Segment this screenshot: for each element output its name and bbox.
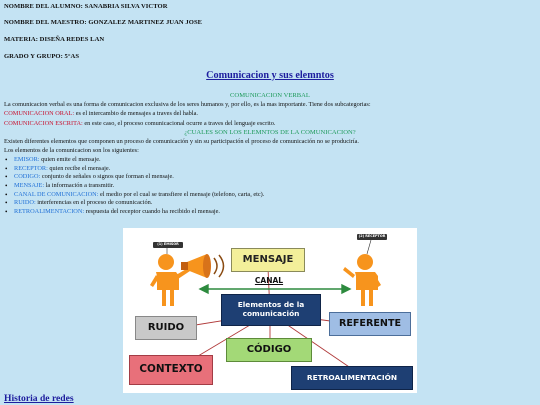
item-text: respuesta del receptor cuando ha recibido el mensaje. xyxy=(84,208,221,216)
subject: MATERIA: DISEÑA REDES LAN xyxy=(4,36,105,43)
elements-intro: Existen diferentes elementos que componen un proceso de comunicación y sin su participación el proceso de comunicación no se produciría. xyxy=(4,138,359,145)
center-line-1: Elementos de la xyxy=(237,300,305,310)
elements-list-intro: Los elementos de la comunicacion son los siguientes: xyxy=(4,147,139,154)
teacher-name: NOMBRE DEL MAESTRO: GONZALEZ MARTINEZ JUAN JOSE xyxy=(4,19,203,26)
contexto-box: CONTEXTO xyxy=(129,355,213,385)
codigo-box: CÓDIGO xyxy=(226,338,312,362)
written-label: COMUNICACION ESCRITA: xyxy=(4,120,83,127)
center-box xyxy=(221,294,321,326)
list-item xyxy=(4,165,264,174)
mensaje-box: MENSAJE xyxy=(231,248,305,272)
oral-text: es el intercambio de mensajes a traves del habla. xyxy=(74,110,198,117)
center-line-2: comunicación xyxy=(242,309,300,318)
verbal-intro: La comunicacion verbal es una forma de comunicacion exclusiva de los seres humanos y, por ello, es la mas importante. Tiene dos subcategorias: xyxy=(4,101,371,108)
historia-redes-link[interactable]: Historia de redes xyxy=(4,393,74,404)
list-item xyxy=(4,199,264,208)
item-text: quien emite el mensaje. xyxy=(39,156,101,163)
item-label: CODIGO: xyxy=(14,173,41,181)
item-label: RETROALIMENTACION: xyxy=(14,208,85,216)
list-item xyxy=(4,156,264,165)
item-text: quien recibe el mensaje. xyxy=(47,164,111,172)
item-text: conjunto de señales o signos que forman el mensaje. xyxy=(40,173,174,181)
item-text: el medio por el cual se transfiere el mensaje (telefono, carta, etc). xyxy=(98,190,265,198)
list-item xyxy=(4,208,264,217)
item-label: CANAL DE COMUNICACION: xyxy=(14,190,99,198)
emisor-tag: (1) EMISOR xyxy=(153,242,183,248)
communication-diagram xyxy=(123,228,417,393)
ruido-box: RUIDO xyxy=(135,316,197,340)
oral-definition xyxy=(4,110,198,117)
list-item xyxy=(4,173,264,182)
emisor-figure-icon xyxy=(150,254,190,306)
retroalimentacion-box: RETROALIMENTACIÓN xyxy=(291,366,413,390)
verbal-heading: COMUNICACION VERBAL xyxy=(230,92,310,99)
grade-group: GRADO Y GRUPO: 5°AS xyxy=(4,53,80,60)
list-item xyxy=(4,191,264,200)
canal-label: CANAL xyxy=(254,275,284,285)
item-text: interferencias en el proceso de comunicación. xyxy=(35,199,153,207)
item-label: RUIDO: xyxy=(14,199,36,207)
item-text: la información a transmitir. xyxy=(44,182,115,190)
elements-list xyxy=(4,156,264,217)
oral-label: COMUNICACION ORAL: xyxy=(4,110,75,117)
item-label: RECEPTOR: xyxy=(14,164,48,172)
referente-box: REFERENTE xyxy=(329,312,411,336)
receptor-figure-icon xyxy=(343,254,381,306)
written-definition xyxy=(4,120,275,127)
elements-question: ¿CUALES SON LOS ELEMNTOS DE LA COMUNICACION? xyxy=(184,129,356,136)
written-text: en este caso, el proceso comunicacional ocurre a traves del lenguaje escrito. xyxy=(82,120,276,127)
megaphone-icon xyxy=(181,254,224,278)
student-name: NOMBRE DEL ALUMNO: SANABRIA SILVA VICTOR xyxy=(4,3,168,10)
list-item xyxy=(4,182,264,191)
item-label: MENSAJE: xyxy=(14,182,45,190)
page-title[interactable]: Comunicacion y sus elemntos xyxy=(206,70,334,81)
receptor-tag: (2) RECEPTOR xyxy=(358,234,386,239)
item-label: EMISOR: xyxy=(14,156,40,163)
